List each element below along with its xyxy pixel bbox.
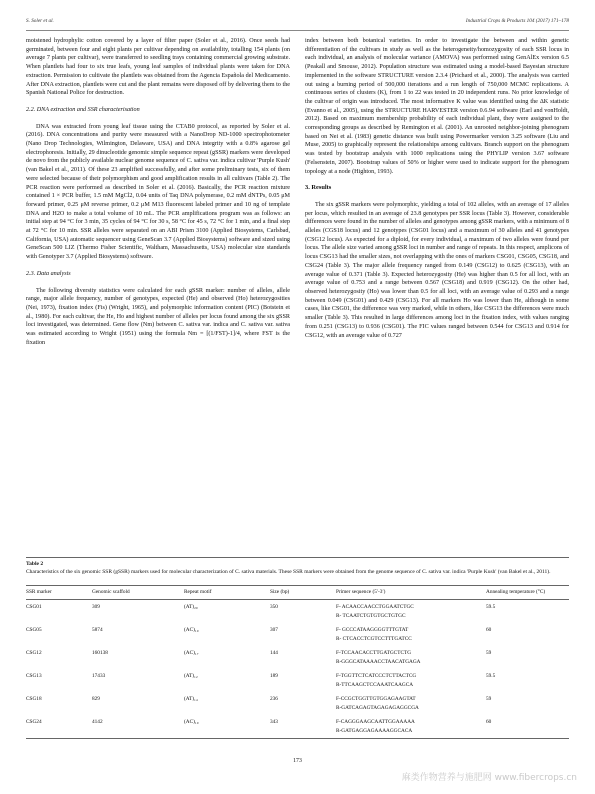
table-header-cell: Genomic scaffold [92, 586, 184, 600]
cell-temp: 59.5 [486, 673, 496, 679]
site-watermark: 麻类作物营养与施肥网 www.fibercrops.cn [401, 773, 577, 783]
running-head-authors: S. Soler et al. [26, 18, 54, 24]
primer-forward: F-CCGCTGGTTGTGGAGAAGTAT [336, 696, 416, 702]
table-caption-text: Characteristics of the six genomic SSR (gSSR) markers used for molecular characterization of C. sativa materials. These SSR markers were obtained from the genome sequence of C. sativa var. indica 'Purple Kush' (van Bakel et al., 2011). [26, 568, 551, 575]
table-header-cell: Size (bp) [270, 586, 336, 600]
primer-forward: F- ACAACCAACCTGGAATCTGC [336, 604, 414, 610]
primer-reverse: R- CTCACCTCGTCCTTTGATCC [336, 636, 412, 642]
cell-marker: CSG05 [26, 627, 42, 633]
table-caption [26, 561, 569, 576]
section-heading-results: 3. Results [305, 184, 332, 192]
table-row [26, 600, 569, 624]
cell-motif: (AT)₂₀ [184, 604, 198, 610]
paragraph-results: The six gSSR markers were polymorphic, yielding a total of 102 alleles, with an average of 17 alleles per locus, which resulted in an average of 23.8 genotypes per SSR locus (Table 3). However, considerable differences were found in the number of alleles and genotypes among gSSR markers, with a minimum of 8 alleles (CGS18 locus) and 12 genotypes (CSG01 locus) and a maximum of 30 alleles and 41 genotypes (CSG12 locus). As expected for a diploid, for every individual, a maximum of two alleles were found per locus. The allele size varied among gSSR loci in number and range of repeats. In this respect, amplicons of locus CSG13 had the smaller sizes, not overlapping with the ones of markers CSG01, CSG05, CSG18, and CSG24 (Table 3). The major allele frequency ranged from 0.149 (CSG12) to 0.625 (CSG13), with an average value of 0.371 (Table 3). Expected heterozygosity (He) was higher than 0.5 for all loci, with an average value of 0.753 and a range between 0.567 (CSG18) and 0.919 (CSG12). On the other had, observed heterozygosity (Ho) was lower than 0.5 for all loci, with an average value of 0.293 and a range between 0.049 (CSG01) and 0.429 (CSG13). For all markers Ho was lower than He, although in some cases, like CSG01, the difference was very marked, while in others, like CSG13 the differences were much smaller (Table 3). This resulted in large differences among loci in the fixation index, with values ranging from 0.251 (CSG13) to 0.936 (CSG01). The FIC values ranged between 0.544 for CSG13 and 0.914 for CSG12, with an average value of 0.727 [305, 201, 569, 339]
cell-scaffold: 309 [92, 604, 100, 610]
cell-primer [336, 715, 486, 739]
cell-motif: (AC)₁₀ [184, 715, 270, 739]
page-number: 173 [293, 758, 302, 764]
cell-scaffold: 5874 [92, 627, 103, 633]
running-head-journal: Industrial Crops & Products 104 (2017) 171–178 [465, 18, 569, 24]
cell-scaffold: 160138 [92, 650, 108, 656]
paragraph-amova: index between both botanical varieties. In order to investigate the between and within genetic differentiation of the cultivars in study as well as the heterogeneity/homozygosity of each SSR locus in each individual, an analysis of molecular variance (AMOVA) was performed using GenAlEx version 6.5 (Peakall and Smouse, 2012). Population structure was estimated using a model-based Bayesian structure implemented in the software STRUCTURE version 2.3.4 (Prichard et al., 2000). The analysis was carried out using a burning period of 500,000 iterations and a run length of 750,000 MCMC replications. A continuous series of clusters (K), from 1 to 22 was tested in 20 independent runs. No prior knowledge of the cultivar of origin was introduced. The most informative K value was identified using the ΔK statistic (Evanno et al., 2005), using the STRUCTURE HARVESTER version 0.6.94 software (Earl and vonHoldt, 2012). Based on maximum membership probability of each individual plant, they were assigned to the corresponding groups as described by Remington et al. (2001). An unrooted neighbor-joining phenogram based on Nei et al. (1983) genetic distance was built using Powermarker version 3.25 software (Liu and Muse, 2005) to graphically represent the relationships among cultivars. Branch support on the phenogram was tested by bootstrap analysis with 1000 replications using the PHYLIP version 3.67 software (Felsenstein, 2007). Bootstrap values of 50% or higher were used to indicate support for the phenogram topology at a node (Highton, 1993). [305, 38, 569, 175]
table-header-cell: Repeat motif [184, 586, 270, 600]
primer-reverse: R-GATCAGAGTAGAGAGAGGCGA [336, 705, 419, 711]
cell-temp: 59 [486, 696, 492, 702]
cell-temp: 59.5 [486, 604, 496, 610]
table-top-rule [26, 557, 569, 558]
cell-size: 144 [270, 650, 278, 656]
table-row [26, 669, 569, 692]
cell-primer [336, 669, 486, 692]
cell-motif: (AC)₁₀ [184, 627, 199, 633]
section-heading-dna-extraction: 2.2. DNA extraction and SSR characterisation [26, 106, 140, 113]
primer-reverse: R-GATGAGGAGAAAAGGCACA [336, 728, 413, 734]
table-header-cell: Primer sequence (5′-3′) [336, 586, 486, 600]
cell-temp: 60 [486, 627, 492, 633]
primer-reverse: R- TCAATCTGTGTGCTGTGC [336, 613, 406, 619]
primer-forward: F-CAGGGAAGCAATTGGAAAAA [336, 719, 415, 725]
table-row [26, 646, 569, 669]
paragraph-dna-extraction: DNA was extracted from young leaf tissue using the CTAB0 protocol, as reported by Soler et al. (2016). DNA concentrations and purity were measured with a NanoDrop ND-1000 spectrophotometer (Nano Drop Technologies, Wilmington, Delaware, USA) and DNA integrity with a 0.8% agarose gel electrophoresis. Initially, 29 dinucleotide genomic simple sequence repeat (gSSR) markers were developed de novo from the publicly available nuclear genome sequence of C. sativa var. indica cultivar 'Purple Kush' (van Bakel et al., 2011). Of these 23 amplified successfully, and after some preliminary tests, six of them were selected because of their polymorphism and good amplification results in all cultivars (Table 2). The PCR reaction were performed as described in Soler et al. (2016). Basically, the PCR reaction mixture contained 1 × PCR buffer, 1.5 mM MgCl2, 0.04 units of Taq DNA polymerase, 0.2 mM dNTPs, 0.05 μM forward primer, 0.25 μM reverse primer, 0.2 μM M13 fluorescent labeled primer and 10 ng of template DNA and H2O to make a total volume of 10 mL. The PCR amplifications program was as follows: an initial step at 94 °C for 3 min, 35 cycles of 94 °C for 30 s, 58 °C for 45 s, 72 °C for 1 min, and a final step at 72 °C for 10 min. SSR alleles were separated on an ABI Prism 3100 (Applied Biosystems, Carlsbad, California, USA) automatic sequencer using GeneScan 3.7 (Applied Biosystems) software and sized using GeneScan 500 LIZ (Thermo Fisher Scientific, Waltham, Massachusetts, USA) molecular size standards with Genotyper 3.7 (Applied Biosystems) software. [26, 123, 290, 261]
cell-primer [336, 646, 486, 669]
primer-forward: F-TCCAACACCTTGATGCTCTG [336, 650, 412, 656]
primer-reverse: R-GGGCATAAAACCTAACATGAGA [336, 659, 421, 665]
table-header-cell: SSR marker [26, 586, 92, 600]
cell-primer [336, 600, 486, 624]
primer-forward: F- GCCCATAAGGGGTTTGTAT [336, 627, 409, 633]
paragraph-seed-cultivation: moistened hydrophylic cotton covered by a layer of filter paper (Soler et al., 2016). Once seeds had germinated, between four and eight plants per cultivar depending on availability, totalling 154 plants (on average 7 plants per cultivar), were transferred to seedling trays containing commercial growing substrate. When plantlets had four to six true leafs, young leaf samples of individual plants were taken for DNA extraction. Permission to cultivate the plantlets was obtained from the Agencia Española del Medicamento. After DNA extraction, plantlets were cut and the plant remains were disposed off by delivering them to the Spanish National Police for destruction. [26, 38, 290, 97]
cell-motif: (AT)₁₂ [184, 673, 198, 679]
paragraph-data-analysis: The following diversity statistics were calculated for each gSSR marker: number of alleles, allele range, major allele frequency, number of genotypes, expected (He) and observed (Ho) heterozygosities (Nei, 1973), fixation index (Fis) (Wright, 1965), and polymorphic information content (PIC) (Botstein et al., 1980). For each cultivar, the He, Ho and highest number of alleles per locus found among the six gSSR loci investigated, was determined. Gene flow (Nm) between C. sativa var. indica and C. sativa var. sativa was estimated according to Wright (1951) using the formula Nm = [(1/FST)-1]/4, where FST is the fixation [26, 287, 290, 346]
cell-size: 350 [270, 604, 278, 610]
table-header-row [26, 586, 569, 600]
cell-temp: 59 [486, 650, 492, 656]
right-column [305, 37, 569, 340]
cell-primer [336, 692, 486, 715]
cell-scaffold: 17433 [92, 673, 106, 679]
primer-forward: F-TGGTTCTCATCCCTCTTACTCG [336, 673, 417, 679]
section-heading-data-analysis: 2.3. Data analysis [26, 270, 71, 277]
cell-marker: CSG13 [26, 673, 42, 679]
table-header-cell: Annealing temperature (°C) [486, 586, 569, 600]
cell-primer [336, 623, 486, 646]
running-head [26, 18, 569, 28]
cell-size: 236 [270, 696, 278, 702]
cell-size: 307 [270, 627, 278, 633]
cell-size: 189 [270, 673, 278, 679]
cell-size: 343 [270, 715, 336, 739]
cell-scaffold: 4142 [92, 715, 184, 739]
cell-marker: CSG01 [26, 604, 42, 610]
primer-reverse: R-TTCAAGCTCCAAATCAAGCA [336, 682, 414, 688]
cell-motif: (AT)₁₄ [184, 696, 198, 702]
table-row [26, 692, 569, 715]
cell-scaffold: 829 [92, 696, 100, 702]
cell-motif: (AC)₁₇ [184, 650, 199, 656]
table-label: Table 2 [26, 561, 44, 567]
cell-temp: 60 [486, 715, 569, 739]
cell-marker: CSG18 [26, 696, 42, 702]
table-row [26, 623, 569, 646]
cell-marker: CSG24 [26, 715, 92, 739]
table-row [26, 715, 569, 739]
ssr-marker-table [26, 585, 569, 739]
left-column [26, 37, 290, 348]
header-rule [26, 30, 569, 31]
cell-marker: CSG12 [26, 650, 42, 656]
